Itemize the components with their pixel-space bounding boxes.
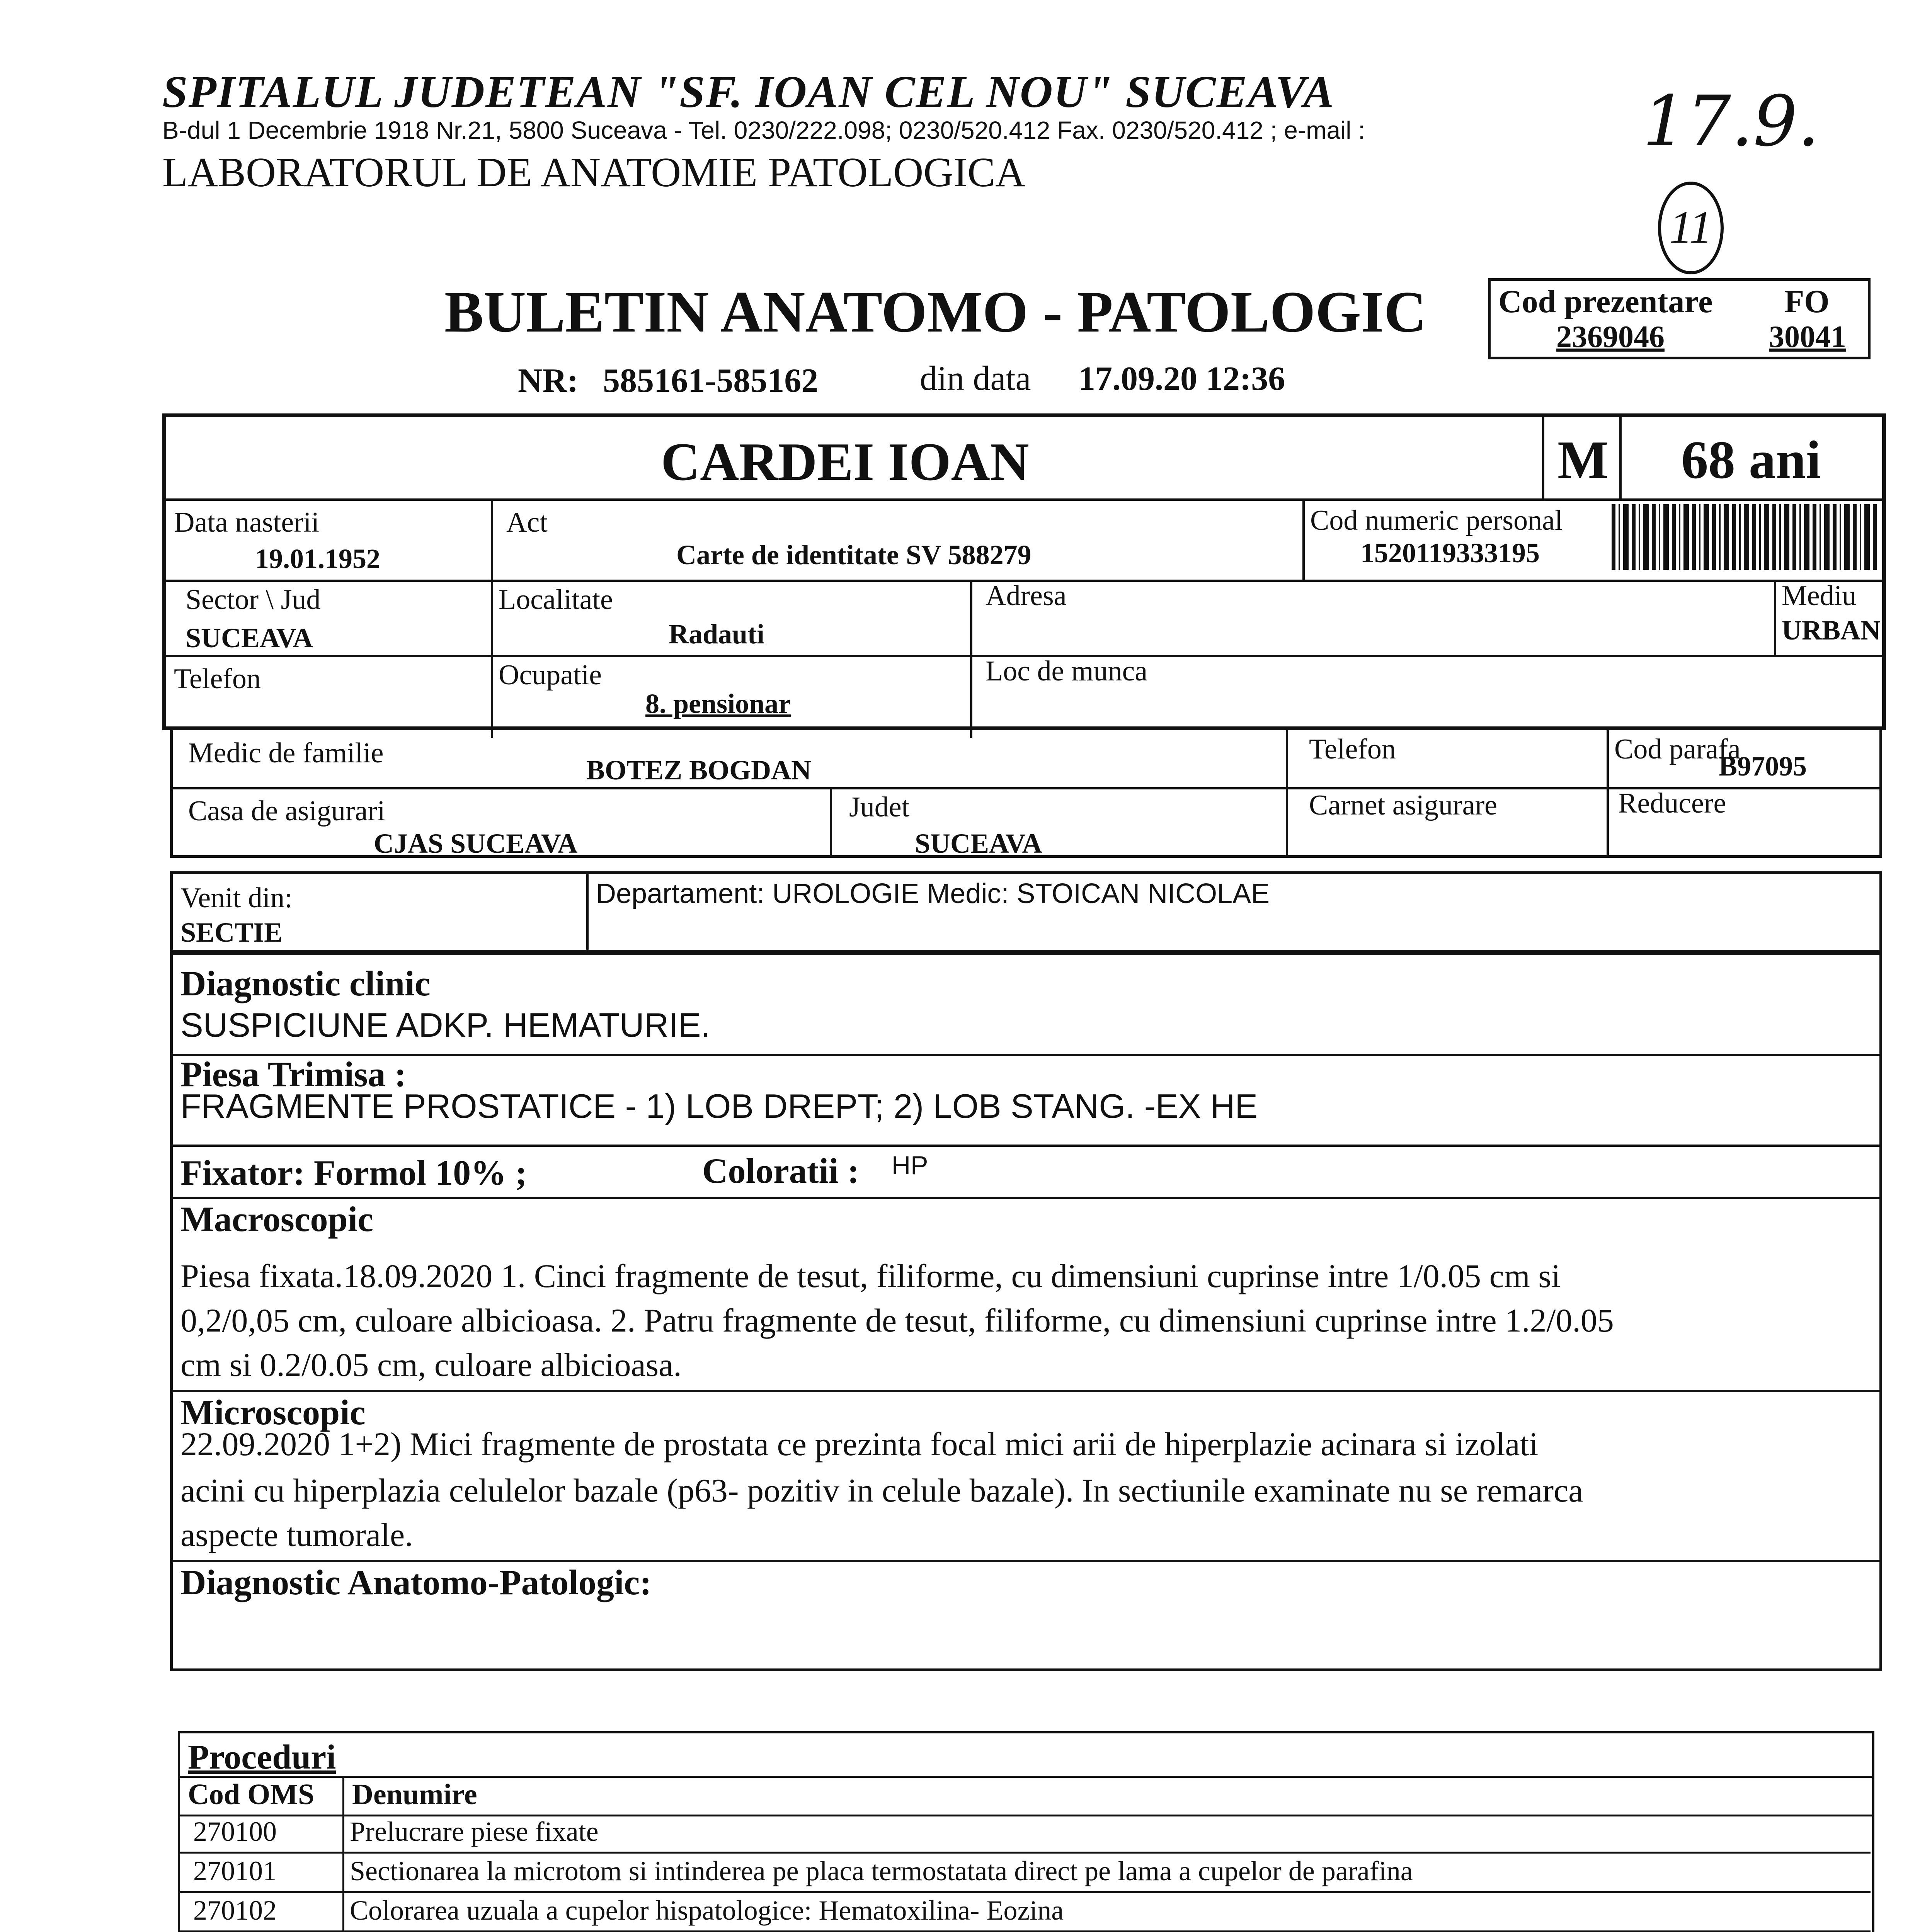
microscopic-line-2: acini cu hiperplazia celulelor bazale (p63- pozitiv in celule bazale). In sectiunile examinate nu se remarca	[180, 1472, 1583, 1509]
cod-parafa-value: B97095	[1719, 751, 1807, 782]
medic-familie-value: BOTEZ BOGDAN	[586, 755, 812, 786]
act-value: Carte de identitate SV 588279	[676, 539, 1031, 570]
diagnostic-clinic-label: Diagnostic clinic	[180, 964, 431, 1003]
cod-prezentare-code: 2369046	[1556, 320, 1665, 354]
adresa-label: Adresa	[986, 580, 1067, 612]
ocupatie-label: Ocupatie	[499, 659, 602, 691]
birth-value: 19.01.1952	[255, 543, 380, 574]
reducere-label: Reducere	[1618, 787, 1726, 819]
cod-prezentare-box	[1488, 278, 1871, 359]
diagnostic-ap-label: Diagnostic Anatomo-Patologic:	[180, 1563, 652, 1602]
cnp-value: 1520119333195	[1360, 537, 1540, 568]
microscopic-line-1: 22.09.2020 1+2) Mici fragmente de prostata ce prezinta focal mici arii de hiperplazie acinara si izolati	[180, 1425, 1539, 1463]
macroscopic-line-2: 0,2/0,05 cm, culoare albicioasa. 2. Patru fragmente de tesut, filiforme, cu dimensiuni cuprinse intre 1.2/0.05	[180, 1302, 1614, 1339]
circled-mark-text: 11	[1669, 201, 1712, 253]
table-row	[178, 1893, 1871, 1932]
row-code: 270100	[193, 1816, 277, 1847]
cod-prezentare-label: Cod prezentare	[1498, 284, 1713, 320]
sector-value: SUCEAVA	[186, 622, 313, 653]
localitate-value: Radauti	[669, 619, 765, 650]
nr-value: 585161-585162	[603, 362, 819, 400]
patient-name: CARDEI IOAN	[661, 432, 1029, 492]
macroscopic-line-1: Piesa fixata.18.09.2020 1. Cinci fragmente de tesut, filiforme, cu dimensiuni cuprinse intre 1/0.05 cm si	[180, 1257, 1561, 1294]
venit-value: SECTIE	[180, 917, 283, 948]
origin-block	[170, 871, 1882, 952]
insurance-telefon-label: Telefon	[1309, 733, 1396, 765]
mediu-label: Mediu	[1782, 580, 1857, 612]
date-value: 17.09.20 12:36	[1078, 360, 1285, 398]
row-code: 270101	[193, 1855, 277, 1886]
clinical-block	[170, 952, 1882, 1671]
piesa-text: FRAGMENTE PROSTATICE - 1) LOB DREPT; 2) LOB STANG. -EX HE	[180, 1087, 1258, 1125]
hospital-address: B-dul 1 Decembrie 1918 Nr.21, 5800 Suceava - Tel. 0230/222.098; 0230/520.412 Fax. 0230/520.412 ; e-mail :	[162, 116, 1365, 144]
mediu-value: URBAN	[1782, 615, 1881, 646]
date-label: din data	[920, 359, 1031, 398]
patient-block	[162, 413, 1886, 730]
patient-sex: M	[1557, 430, 1609, 490]
carnet-label: Carnet asigurare	[1309, 789, 1497, 821]
table-row	[178, 1854, 1871, 1893]
judet-value: SUCEAVA	[915, 828, 1042, 859]
cod-parafa-label: Cod parafa	[1614, 733, 1741, 765]
row-name: Prelucrare piese fixate	[350, 1816, 599, 1847]
fo-label: FO	[1784, 284, 1830, 320]
proceduri-label: Proceduri	[188, 1738, 336, 1776]
patient-age: 68 ani	[1681, 430, 1821, 490]
localitate-label: Localitate	[499, 584, 613, 616]
judet-label: Judet	[849, 791, 910, 823]
lab-name: LABORATORUL DE ANATOMIE PATOLOGICA	[162, 150, 1026, 196]
insurance-block	[170, 726, 1882, 858]
hospital-name: SPITALUL JUDETEAN "SF. IOAN CEL NOU" SUCEAVA	[162, 66, 1335, 117]
row-code: 270102	[193, 1895, 277, 1926]
fo-value: 30041	[1769, 320, 1846, 354]
diagnostic-clinic-text: SUSPICIUNE ADKP. HEMATURIE.	[180, 1006, 710, 1044]
ocupatie-value: 8. pensionar	[645, 688, 791, 719]
venit-label: Venit din:	[180, 882, 293, 914]
row-name: Sectionarea la microtom si intinderea pe placa termostatata direct pe lama a cupelor de parafina	[350, 1855, 1413, 1886]
sector-label: Sector \ Jud	[186, 584, 321, 616]
loc-munca-label: Loc de munca	[986, 655, 1148, 687]
piesa-label: Piesa Trimisa :	[180, 1054, 407, 1094]
cnp-label: Cod numeric personal	[1310, 505, 1563, 536]
fixator-label: Fixator: Formol 10% ;	[180, 1153, 527, 1192]
macroscopic-label: Macroscopic	[180, 1199, 374, 1239]
col-cod-oms: Cod OMS	[188, 1778, 315, 1811]
telefon-label: Telefon	[174, 663, 261, 695]
departament: Departament: UROLOGIE Medic: STOICAN NICOLAE	[596, 878, 1270, 909]
col-denumire: Denumire	[352, 1778, 477, 1811]
row-name: Colorarea uzuala a cupelor hispatologice: Hematoxilina- Eozina	[350, 1895, 1064, 1926]
handwritten-note: 17.9.	[1643, 81, 1820, 162]
document-title: BULETIN ANATOMO - PATOLOGIC	[444, 279, 1426, 344]
microscopic-label: Microscopic	[180, 1393, 366, 1432]
act-label: Act	[506, 507, 548, 538]
circled-mark	[1658, 182, 1724, 274]
table-row	[178, 1814, 1871, 1854]
casa-value: CJAS SUCEAVA	[374, 828, 578, 859]
microscopic-line-3: aspecte tumorale.	[180, 1516, 413, 1553]
coloratii-value: HP	[892, 1151, 928, 1180]
casa-label: Casa de asigurari	[188, 795, 385, 827]
medic-familie-label: Medic de familie	[188, 737, 384, 769]
cnp-barcode	[1612, 504, 1878, 570]
birth-label: Data nasterii	[174, 507, 319, 538]
coloratii-label: Coloratii :	[702, 1151, 860, 1190]
nr-label: NR:	[518, 362, 579, 400]
macroscopic-line-3: cm si 0.2/0.05 cm, culoare albicioasa.	[180, 1346, 682, 1383]
